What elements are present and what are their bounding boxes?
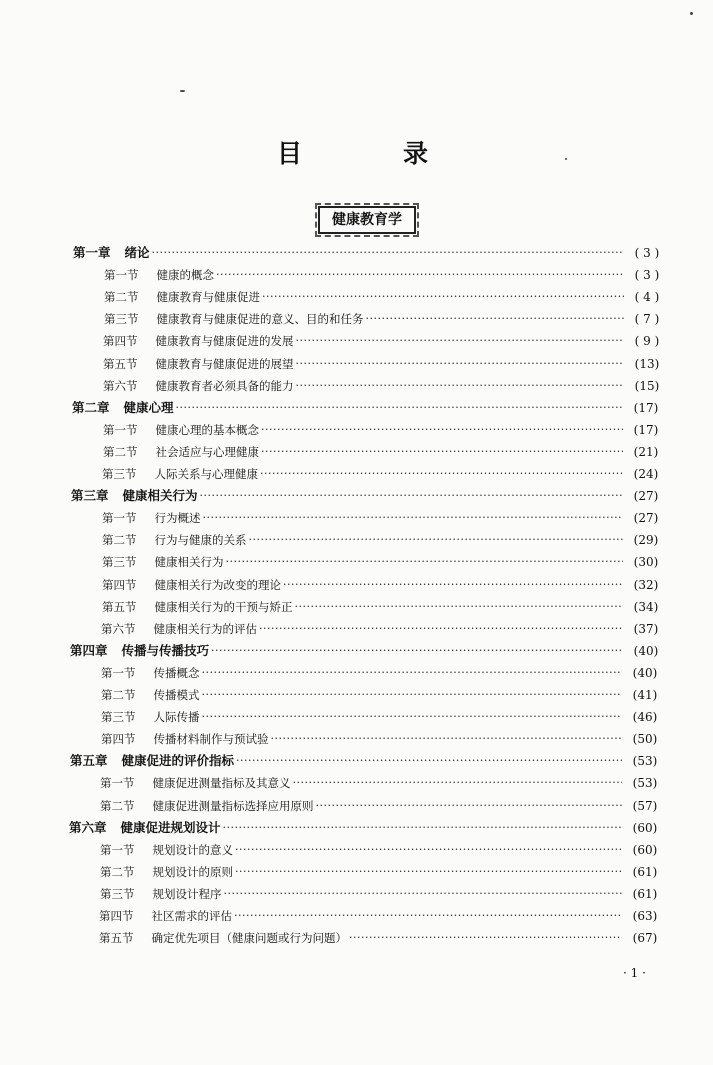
- toc-section-row: [100, 796, 666, 816]
- chapter-label: 第六章: [69, 819, 107, 835]
- section-title: 行为概述: [154, 511, 201, 526]
- page-ref: (30): [633, 555, 659, 570]
- section-title: 确定优先项目（健康问题或行为问题）: [151, 931, 347, 946]
- section-label: 第四节: [99, 909, 134, 923]
- page-ref: (15): [634, 378, 660, 393]
- dot-leader: [316, 796, 623, 816]
- dot-leader: [226, 552, 624, 572]
- page-ref: ( 3 ): [634, 246, 660, 260]
- page-ref: (53): [632, 776, 658, 791]
- toc-section-row: [103, 331, 668, 351]
- toc-section-row: [100, 773, 666, 793]
- section-title: 传播材料制作与预试验: [153, 732, 269, 747]
- toc-section-row: [102, 575, 667, 595]
- page-ref: (13): [634, 356, 660, 371]
- chapter-title: 绪论: [124, 245, 150, 260]
- page-ref: (21): [633, 444, 659, 459]
- dot-leader: [262, 287, 624, 307]
- toc-chapter-row: [69, 818, 666, 838]
- chapter-label: 第二章: [72, 399, 110, 415]
- scan-speck: [180, 90, 185, 92]
- toc-chapter-row: [71, 486, 667, 506]
- toc-section-row: [101, 707, 666, 727]
- dot-leader: [235, 840, 622, 860]
- chapter-title: 传播与传播技巧: [121, 642, 210, 658]
- dot-leader: [349, 928, 622, 948]
- section-label: 第二节: [103, 444, 138, 459]
- toc-section-row: [103, 376, 668, 396]
- dot-leader: [295, 597, 624, 617]
- page-ref: (17): [633, 422, 659, 437]
- section-label: 第三节: [100, 886, 135, 901]
- section-label: 第四节: [103, 334, 138, 349]
- page-ref: (27): [633, 511, 659, 526]
- page-ref: (17): [633, 400, 659, 415]
- scan-speck: [565, 158, 567, 160]
- section-title: 规划设计的意义: [152, 842, 233, 857]
- page-ref: (37): [633, 621, 659, 636]
- section-label: 第五节: [99, 931, 134, 946]
- page-ref: (60): [632, 842, 658, 857]
- toc-section-row: [102, 464, 667, 484]
- section-label: 第二节: [100, 864, 135, 879]
- chapter-label: 第四章: [70, 642, 108, 658]
- page-ref: (40): [632, 665, 658, 680]
- toc-section-row: [102, 552, 667, 572]
- dot-leader: [236, 751, 622, 771]
- section-label: 第三节: [101, 710, 136, 725]
- scan-speck: [690, 12, 693, 15]
- chapter-title: 健康相关行为: [122, 488, 198, 504]
- dot-leader: [296, 331, 625, 351]
- section-heading: 健康教育学: [318, 206, 416, 234]
- toc-section-row: [102, 530, 667, 550]
- page-ref: (57): [632, 798, 658, 813]
- section-label: 第六节: [103, 378, 138, 393]
- toc-section-row: [101, 685, 666, 705]
- page-ref: (50): [632, 732, 658, 747]
- section-label: 第四节: [101, 732, 136, 747]
- section-label: 第二节: [101, 688, 136, 702]
- toc-section-row: [103, 354, 668, 374]
- toc-section-row: [100, 884, 666, 904]
- chapter-label: 第一章: [73, 245, 111, 260]
- dot-leader: [261, 420, 623, 440]
- section-title: 健康的概念: [156, 268, 214, 283]
- dot-leader: [235, 862, 622, 882]
- page-title: 目 录: [276, 139, 466, 168]
- page-ref: (67): [632, 931, 658, 946]
- chapter-title: 健康促进规划设计: [120, 819, 221, 835]
- section-title: 行为与健康的关系: [154, 533, 247, 548]
- section-label: 第一节: [104, 268, 139, 283]
- toc-section-row: [101, 729, 666, 749]
- chapter-label: 第五章: [70, 753, 108, 769]
- toc-chapter-row: [72, 398, 667, 418]
- section-title: 传播模式: [153, 688, 200, 702]
- section-title: 健康相关行为的干预与矫正: [154, 599, 293, 614]
- section-label: 第二节: [104, 290, 139, 305]
- dot-leader: [176, 398, 623, 418]
- dot-leader: [202, 707, 623, 727]
- section-label: 第六节: [101, 621, 136, 636]
- section-title: 社区需求的评估: [151, 909, 232, 923]
- page-ref: (63): [632, 909, 658, 923]
- page-ref: ( 3 ): [634, 268, 660, 283]
- section-label: 第三节: [102, 467, 137, 481]
- page-ref: ( 9 ): [634, 334, 660, 349]
- dot-leader: [224, 884, 623, 904]
- dot-leader: [261, 442, 623, 462]
- dot-leader: [249, 530, 624, 550]
- section-title: 健康教育者必须具备的能力: [155, 378, 294, 393]
- chapter-title: 健康心理: [123, 399, 174, 415]
- section-title: 健康促进测量指标选择应用原则: [152, 798, 314, 813]
- toc-section-row: [103, 442, 667, 462]
- section-title: 传播概念: [153, 665, 200, 680]
- section-title: 健康教育与健康促进的意义、目的和任务: [156, 312, 364, 327]
- toc-section-row: [100, 862, 666, 882]
- section-label: 第三节: [102, 555, 137, 570]
- section-title: 健康心理的基本概念: [155, 422, 259, 437]
- section-label: 第二节: [102, 533, 137, 548]
- dot-leader: [296, 354, 625, 374]
- page-ref: (61): [632, 864, 658, 879]
- page-ref: (61): [632, 886, 658, 901]
- section-title: 规划设计程序: [152, 886, 222, 901]
- dot-leader: [283, 575, 623, 595]
- dot-leader: [211, 641, 623, 661]
- section-title: 社会适应与心理健康: [155, 444, 259, 459]
- section-label: 第五节: [102, 599, 137, 614]
- toc-section-row: [104, 287, 668, 307]
- toc-section-row: [101, 619, 667, 639]
- chapter-label: 第三章: [71, 488, 109, 504]
- dot-leader: [203, 508, 624, 528]
- page-ref: (32): [633, 577, 659, 592]
- section-label: 第一节: [102, 511, 137, 526]
- section-title: 健康相关行为的评估: [153, 621, 257, 636]
- section-label: 第四节: [102, 577, 137, 592]
- dot-leader: [234, 906, 622, 926]
- section-title: 人际关系与心理健康: [154, 467, 258, 481]
- toc-section-row: [102, 597, 667, 617]
- section-title: 健康教育与健康促进的展望: [155, 356, 294, 371]
- toc-chapter-row: [73, 243, 668, 263]
- dot-leader: [271, 729, 623, 749]
- section-label: 第三节: [104, 312, 139, 327]
- dot-leader: [260, 464, 623, 484]
- section-title: 规划设计的原则: [152, 864, 233, 879]
- page-ref: (60): [632, 820, 658, 835]
- page-ref: ( 7 ): [634, 312, 660, 327]
- dot-leader: [366, 309, 625, 329]
- section-label: 第一节: [101, 665, 136, 680]
- toc-section-row: [103, 420, 667, 440]
- section-title: 健康相关行为改变的理论: [154, 577, 281, 592]
- page-ref: (40): [633, 643, 659, 658]
- toc-section-row: [104, 309, 668, 329]
- toc-chapter-row: [70, 641, 667, 661]
- dot-leader: [296, 376, 625, 396]
- page-ref: (24): [633, 467, 659, 481]
- toc-section-row: [102, 508, 667, 528]
- section-title: 健康相关行为: [154, 555, 224, 570]
- section-label: 第五节: [103, 356, 138, 371]
- toc-section-row: [99, 928, 666, 948]
- dot-leader: [216, 265, 624, 285]
- section-title: 人际传播: [153, 710, 200, 725]
- section-label: 第二节: [100, 798, 135, 813]
- page-ref: ( 4 ): [634, 290, 660, 305]
- section-label: 第一节: [100, 842, 135, 857]
- chapter-title: 健康促进的评价指标: [121, 753, 235, 769]
- page-ref: (53): [632, 754, 658, 769]
- dot-leader: [293, 773, 623, 793]
- dot-leader: [259, 619, 623, 639]
- section-label: 第一节: [100, 776, 135, 791]
- section-title: 健康促进测量指标及其意义: [152, 776, 291, 791]
- dot-leader: [202, 685, 623, 705]
- page-ref: (46): [632, 710, 658, 725]
- toc-section-row: [99, 906, 666, 926]
- dot-leader: [200, 486, 623, 506]
- section-title: 健康教育与健康促进的发展: [155, 334, 294, 349]
- section-label: 第一节: [103, 422, 138, 437]
- page-ref: (34): [633, 599, 659, 614]
- page-number: · 1 ·: [623, 966, 646, 980]
- toc-chapter-row: [70, 751, 666, 771]
- toc-section-row: [104, 265, 668, 285]
- page-ref: (27): [633, 489, 659, 504]
- toc-section-row: [101, 663, 666, 683]
- page-ref: (41): [632, 688, 658, 702]
- page-ref: (29): [633, 533, 659, 548]
- dot-leader: [202, 663, 623, 683]
- dot-leader: [223, 818, 622, 838]
- dot-leader: [152, 243, 624, 263]
- toc-section-row: [100, 840, 666, 860]
- section-title: 健康教育与健康促进: [156, 290, 260, 305]
